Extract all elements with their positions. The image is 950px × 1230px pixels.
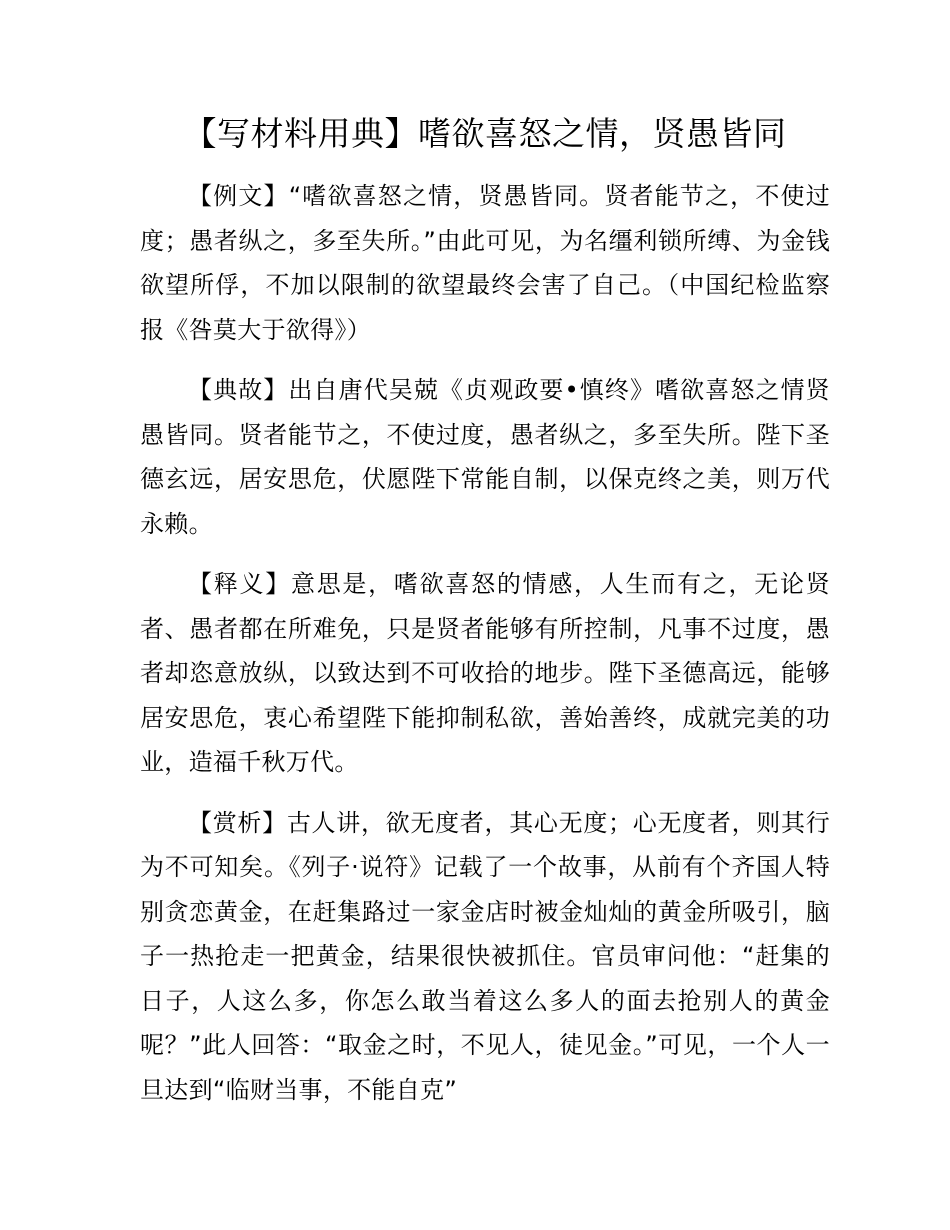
paragraph-text: 出自唐代吴兢《贞观政要•慎终》嗜欲喜怒之情贤愚皆同。贤者能节之，不使过度，愚者纵之，多至失所。陛下圣德玄远，居安思危，伏愿陛下常能自制，以保克终之美，则万代永赖。 (140, 376, 830, 538)
paragraph-tag: 【例文】 (188, 182, 289, 210)
paragraph-text: 古人讲，欲无度者，其心无度；心无度者，则其行为不可知矣。《列子·说符》记载了一个故事，从前有个齐国人特别贪恋黄金，在赶集路过一家金店时被金灿灿的黄金所吸引，脑子一热抢走一把黄金，结果很快被抓住。官员审问他：“赶集的日子，人这么多，你怎么敢当着这么多人的面去抢别人的黄金呢？”此人回答：“取金之时，不见人，徒见金。”可见，一个人一旦达到“临财当事，不能自克” (140, 808, 830, 1104)
paragraph-example (140, 174, 830, 352)
paragraph-tag: 【典故】 (188, 376, 289, 404)
paragraph-appreciation (140, 801, 830, 1113)
paragraph-tag: 【赏析】 (188, 808, 287, 837)
paragraph-text: “嗜欲喜怒之情，贤愚皆同。贤者能节之，不使过度；愚者纵之，多至失所。”由此可见，为名缰利锁所缚、为金钱欲望所俘，不加以限制的欲望最终会害了自己。（中国纪检监察报《咎莫大于欲得》） (140, 182, 830, 344)
paragraph-text: 意思是，嗜欲喜怒的情感，人生而有之，无论贤者、愚者都在所难免，只是贤者能够有所控制，凡事不过度，愚者却恣意放纵，以致达到不可收拾的地步。陛下圣德高远，能够居安思危，衷心希望陛下能抑制私欲，善始善终，成就完美的功业，造福千秋万代。 (140, 570, 830, 776)
paragraph-meaning (140, 562, 830, 785)
paragraph-tag: 【释义】 (188, 570, 291, 598)
paragraph-allusion (140, 368, 830, 546)
document-title: 【写材料用典】嗜欲喜怒之情，贤愚皆同 (183, 114, 787, 153)
document-page (140, 108, 830, 1128)
